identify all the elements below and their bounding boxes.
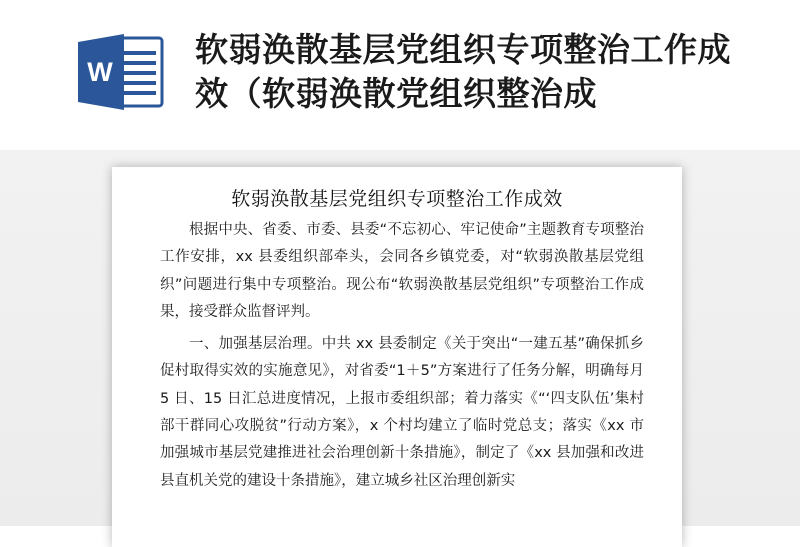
word-icon-letter: W bbox=[87, 57, 113, 87]
document-page bbox=[112, 167, 682, 547]
word-icon bbox=[78, 33, 164, 111]
page-title: 软弱涣散基层党组织专项整治工作成效（软弱涣散党组织整治成 bbox=[195, 30, 731, 113]
paragraph: 一、加强基层治理。中共 xx 县委制定《关于突出“一建五基”确保抓乡促村取得实效的实施意见》，对省委“1＋5”方案进行了任务分解，明确每月 5 日、15 日汇总进度情况，上报市委组织部；着力落实《“‘四支队伍’集村部干群同心攻脱贫”行动方案》，x 个村均建立了临时党总支；落实《xx 市加强城市基层党建推进社会治理创新十条措施》，制定了《xx 县加强和改进县直机关党的建设十条措施》，建立城乡社区治理创新实 bbox=[160, 336, 644, 489]
page-header bbox=[0, 0, 800, 150]
document-body bbox=[160, 217, 644, 500]
document-title: 软弱涣散基层党组织专项整治工作成效 bbox=[231, 188, 563, 210]
paragraph: 根据中央、省委、市委、县委“不忘初心、牢记使命”主题教育专项整治工作安排，xx 县委组织部牵头，会同各乡镇党委，对“软弱涣散基层党组织”问题进行集中专项整治。现公布“软弱涣散基层党组织”专项整治工作成果，接受群众监督评判。 bbox=[160, 222, 644, 320]
